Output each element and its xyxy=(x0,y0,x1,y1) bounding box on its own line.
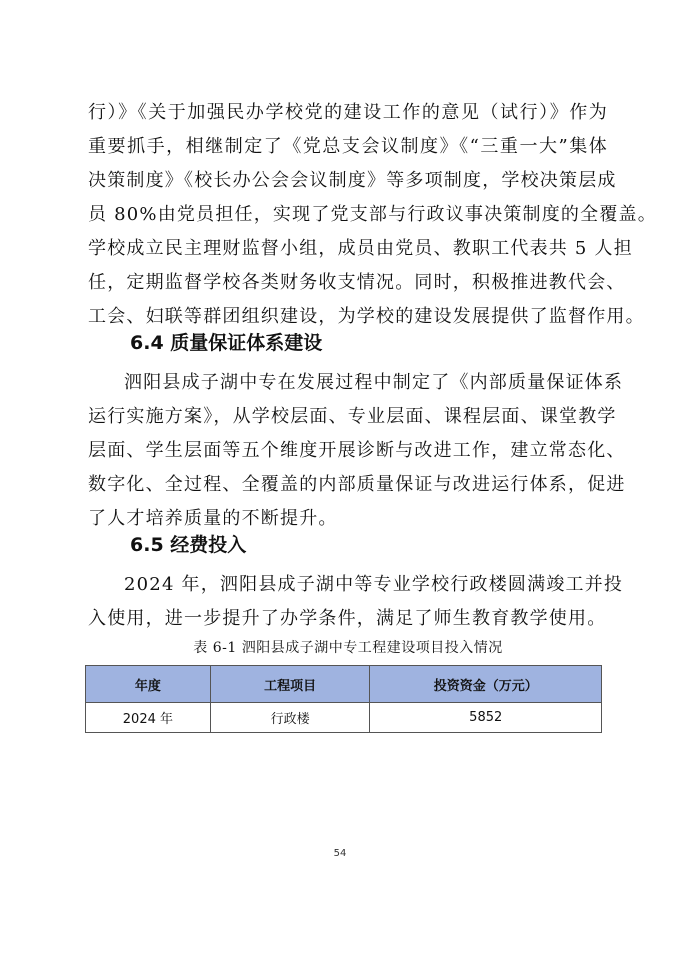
table-header-row xyxy=(86,666,602,703)
section-6-3-paragraph xyxy=(88,96,657,334)
paragraph-line: 运行实施方案》，从学校层面、专业层面、课程层面、课堂教学 xyxy=(88,406,617,427)
table-caption: 表 6-1 泗阳县成子湖中专工程建设项目投入情况 xyxy=(193,640,503,656)
cell-project: 行政楼 xyxy=(210,703,370,733)
paragraph-line: 泗阳县成子湖中专在发展过程中制定了《内部质量保证体系 xyxy=(124,372,624,393)
paragraph-line: 员 80%由党员担任，实现了党支部与行政议事决策制度的全覆盖。 xyxy=(88,204,657,225)
header-year: 年度 xyxy=(86,666,211,703)
section-6-4-paragraph xyxy=(88,366,626,536)
cell-year: 2024 年 xyxy=(86,703,211,733)
paragraph-line: 数字化、全过程、全覆盖的内部质量保证与改进运行体系，促进 xyxy=(88,474,626,495)
header-project: 工程项目 xyxy=(210,666,370,703)
paragraph-line: 了人才培养质量的不断提升。 xyxy=(88,508,338,529)
cell-investment: 5852 xyxy=(370,703,602,733)
section-6-5-paragraph xyxy=(88,568,624,636)
investment-table xyxy=(85,665,602,733)
paragraph-line: 任，定期监督学校各类财务收支情况。同时，积极推进教代会、 xyxy=(88,272,626,293)
paragraph-line: 重要抓手，相继制定了《党总支会议制度》《“三重一大”集体 xyxy=(88,136,608,157)
paragraph-line: 工会、妇联等群团组织建设，为学校的建设发展提供了监督作用。 xyxy=(88,306,645,327)
paragraph-line: 决策制度》《校长办公会会议制度》等多项制度，学校决策层成 xyxy=(88,170,617,191)
section-6-4-heading: 6.4 质量保证体系建设 xyxy=(130,332,323,354)
table-row xyxy=(86,703,602,733)
paragraph-line: 学校成立民主理财监督小组，成员由党员、教职工代表共 5 人担 xyxy=(88,238,633,259)
paragraph-line: 层面、学生层面等五个维度开展诊断与改进工作，建立常态化、 xyxy=(88,440,626,461)
paragraph-line: 行）》《关于加强民办学校党的建设工作的意见（试行）》作为 xyxy=(88,102,608,123)
paragraph-line: 入使用，进一步提升了办学条件，满足了师生教育教学使用。 xyxy=(88,608,607,629)
header-investment: 投资资金（万元） xyxy=(370,666,602,703)
paragraph-line: 2024 年，泗阳县成子湖中等专业学校行政楼圆满竣工并投 xyxy=(124,574,624,595)
page-number: 54 xyxy=(333,848,347,859)
section-6-5-heading: 6.5 经费投入 xyxy=(130,534,247,556)
